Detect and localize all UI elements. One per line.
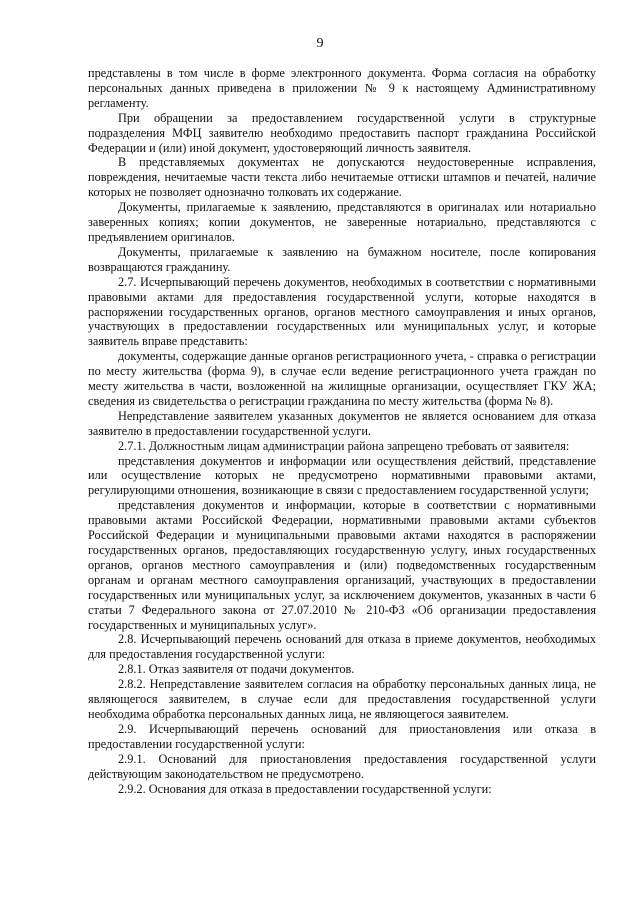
section-2-8: 2.8. Исчерпывающий перечень оснований для отказа в приеме документов, необходимых для предоставления государственной услуги:	[88, 632, 596, 662]
section-2-8-2: 2.8.2. Непредставление заявителем согласия на обработку персональных данных лица, не являющегося заявителем, в случае если для предоставления государственной услуги необходима обработка персональных данных лица, не являющегося заявителем.	[88, 677, 596, 721]
paragraph: представления документов и информации, которые в соответствии с нормативными правовыми актами Российской Федерации, нормативными правовыми актами субъектов Российской Федерации и муниципальными правовыми актами находятся в распоряжении государственных органов, предоставляющих государственную услугу, иных государственных органов, органов местного самоуправления и (или) подведомственных государственным органам и органам местного самоуправления организаций, участвующих в предоставлении государственных или муниципальных услуг, за исключением документов, указанных в части 6 статьи 7 Федерального закона от 27.07.2010 № 210-ФЗ «Об организации предоставления государственных и муниципальных услуг».	[88, 498, 596, 632]
page-number: 9	[316, 36, 324, 51]
section-2-7: 2.7. Исчерпывающий перечень документов, необходимых в соответствии с нормативными правовыми актами для предоставления государственной услуги, которые находятся в распоряжении государственных органов, органов местного самоуправления и иных органов, участвующих в предоставлении государственных или муниципальных услуг, и которые заявитель вправе представить:	[88, 274, 596, 349]
section-2-9-1: 2.9.1. Оснований для приостановления предоставления государственной услуги действующим законодательством не предусмотрено.	[88, 751, 596, 781]
paragraph: представлены в том числе в форме электронного документа. Форма согласия на обработку персональных данных приведена в приложении № 9 к настоящему Административному регламенту.	[88, 66, 596, 110]
paragraph: документы, содержащие данные органов регистрационного учета, - справка о регистрации по месту жительства (форма 9), в случае если ведение регистрационного учета граждан по месту жительства в части, возложенной на жилищные организации, осуществляет ГКУ ЖА; сведения из свидетельства о регистрации гражданина по месту жительства (форма № 8).	[88, 349, 596, 408]
section-2-9-2: 2.9.2. Основания для отказа в предоставлении государственной услуги:	[118, 781, 492, 796]
paragraph: Непредставление заявителем указанных документов не является основанием для отказа заявителю в предоставлении государственной услуги.	[88, 408, 596, 438]
section-2-9: 2.9. Исчерпывающий перечень оснований для приостановления или отказа в предоставлении государственной услуги:	[88, 721, 596, 751]
paragraph: В представляемых документах не допускаются неудостоверенные исправления, повреждения, нечитаемые части текста либо нечитаемые оттиски штампов и печатей, наличие которых не позволяет однозначно толковать их содержание.	[88, 155, 596, 200]
paragraph: При обращении за предоставлением государственной услуги в структурные подразделения МФЦ заявителю необходимо предоставить паспорт гражданина Российской Федерации и (или) иной документ, удостоверяющий личность заявителя.	[88, 110, 596, 155]
section-2-7-1: 2.7.1. Должностным лицам администрации района запрещено требовать от заявителя:	[118, 438, 570, 453]
paragraph: Документы, прилагаемые к заявлению, представляются в оригиналах или нотариально заверенных копиях; копии документов, не заверенные нотариально, представляются с предъявлением оригиналов.	[88, 200, 596, 244]
document-body	[88, 66, 596, 796]
paragraph: Документы, прилагаемые к заявлению на бумажном носителе, после копирования возвращаются гражданину.	[88, 244, 596, 274]
paragraph: представления документов и информации или осуществления действий, представление или осуществление которых не предусмотрено нормативными правовыми актами, регулирующими отношения, возникающие в связи с предоставлением государственной услуги;	[88, 453, 596, 498]
section-2-8-1: 2.8.1. Отказ заявителя от подачи документов.	[118, 662, 355, 677]
